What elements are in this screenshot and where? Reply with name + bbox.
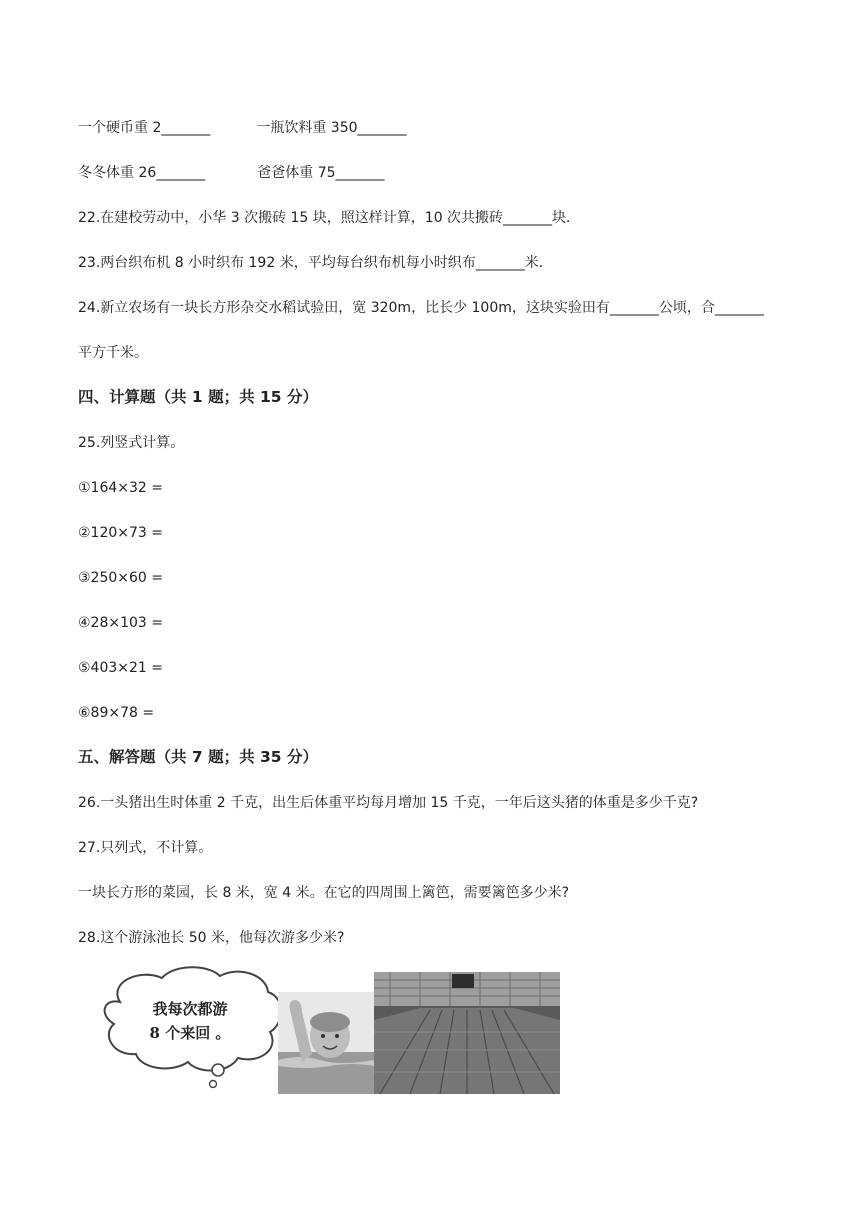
child-swimmer-photo — [278, 992, 374, 1094]
question-23: 23.两台织布机 8 小时织布 192 米，平均每台织布机每小时织布_______米． — [78, 255, 553, 271]
bubble-text-1: 我每次都游 — [152, 1000, 228, 1018]
question-24-cont: 平方千米。 — [78, 345, 148, 361]
bubble-text-2: 8 个来回 。 — [149, 1024, 231, 1042]
calc-2: ②120×73 = — [78, 525, 163, 541]
fill-line-1 — [78, 118, 407, 138]
question-27-body: 一块长方形的菜园，长 8 米，宽 4 米。在它的四周围上篱笆，需要篱笆多少米? — [78, 885, 570, 901]
dad-weight: 爸爸体重 75_______ — [257, 165, 385, 181]
dongdong-weight: 冬冬体重 26_______ — [78, 165, 206, 181]
calc-4: ④28×103 = — [78, 615, 163, 631]
question-26: 26.一头猪出生时体重 2 千克，出生后体重平均每月增加 15 千克，一年后这头猪的体重是多少千克? — [78, 795, 699, 811]
question-25: 25.列竖式计算。 — [78, 435, 185, 451]
drink-weight: 一瓶饮料重 350_______ — [256, 120, 407, 136]
question-24: 24.新立农场有一块长方形杂交水稻试验田，宽 320m，比长少 100m，这块实验田有_______公顷，合_______ — [78, 300, 764, 316]
fill-line-2 — [78, 163, 385, 183]
calc-3: ③250×60 = — [78, 570, 163, 586]
section-5-heading: 五、解答题（共 7 题；共 35 分） — [78, 748, 318, 766]
section-4-heading: 四、计算题（共 1 题；共 15 分） — [78, 388, 318, 406]
swimming-pool-photo — [374, 972, 560, 1094]
question-28: 28.这个游泳池长 50 米，他每次游多少米? — [78, 930, 345, 946]
speech-bubble — [105, 967, 281, 1087]
question-22: 22.在建校劳动中，小华 3 次搬砖 15 块，照这样计算，10 次共搬砖_______块． — [78, 210, 581, 226]
calc-1: ①164×32 = — [78, 480, 163, 496]
calc-5: ⑤403×21 = — [78, 660, 163, 676]
coin-weight: 一个硬币重 2_______ — [78, 120, 211, 136]
calc-6: ⑥89×78 = — [78, 705, 155, 721]
swimming-figure — [90, 962, 570, 1094]
question-27: 27.只列式，不计算。 — [78, 840, 213, 856]
